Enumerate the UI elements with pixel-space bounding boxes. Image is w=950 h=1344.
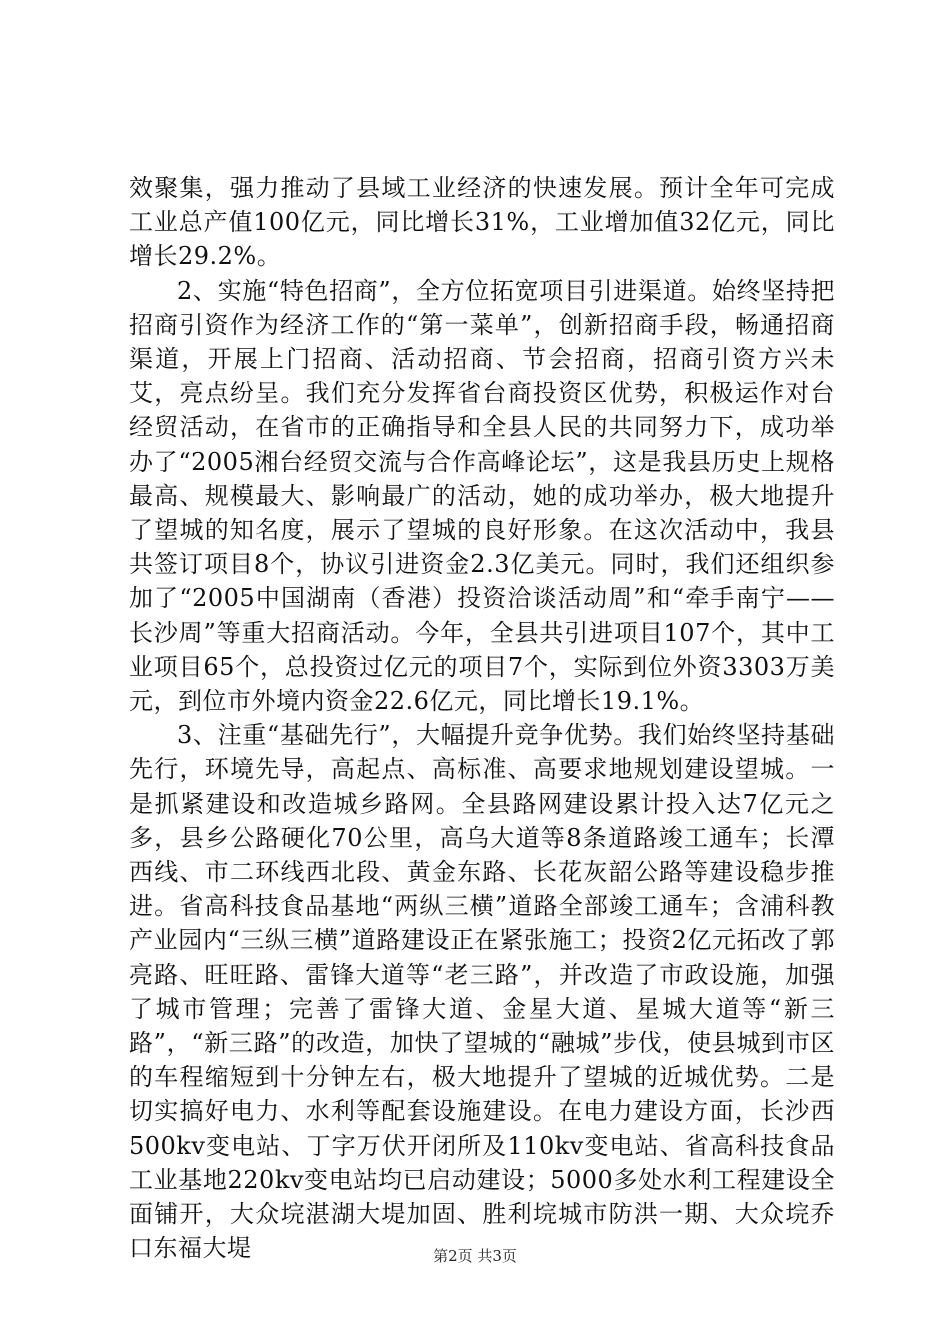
- paragraph-special-investment: 2、实施“特色招商”，全方位拓宽项目引进渠道。始终坚持把招商引资作为经济工作的“第一菜单”，创新招商手段，畅通招商渠道，开展上门招商、活动招商、节会招商，招商引资方兴未艾，亮点纷呈。我们充分发挥省台商投资区优势，积极运作对台经贸活动，在省市的正确指导和全县人民的共同努力下，成功举办了“2005湘台经贸交流与合作高峰论坛”，这是我县历史上规格最高、规模最大、影响最广的活动，她的成功举办，极大地提升了望城的知名度，展示了望城的良好形象。在这次活动中，我县共签订项目8个，协议引进资金2.3亿美元。同时，我们还组织参加了“2005中国湖南（香港）投资洽谈活动周”和“牵手南宁——长沙周”等重大招商活动。今年，全县共引进项目107个，其中工业项目65个，总投资过亿元的项目7个，实际到位外资3303万美元，到位市外境内资金22.6亿元，同比增长19.1%。: [129, 276, 835, 716]
- body-text: [129, 171, 835, 1266]
- paragraph-infrastructure-first: 3、注重“基础先行”，大幅提升竞争优势。我们始终坚持基础先行，环境先导，高起点、高标准、高要求地规划建设望城。一是抓紧建设和改造城乡路网。全县路网建设累计投入达7亿元之多，县乡公路硬化70公里，高乌大道等8条道路竣工通车；长潭西线、市二环线西北段、黄金东路、长花灰韶公路等建设稳步推进。省高科技食品基地“两纵三横”道路全部竣工通车；含浦科教产业园内“三纵三横”道路建设正在紧张施工；投资2亿元拓改了郭亮路、旺旺路、雷锋大道等“老三路”，并改造了市政设施，加强了城市管理；完善了雷锋大道、金星大道、星城大道等“新三路”，“新三路”的改造，加快了望城的“融城”步伐，使县城到市区的车程缩短到十分钟左右，极大地提升了望城的近城优势。二是切实搞好电力、水利等配套设施建设。在电力建设方面，长沙西500kv变电站、丁字万伏开闭所及110kv变电站、省高科技食品工业基地220kv变电站均已启动建设；5000多处水利工程建设全面铺开，大众垸湛湖大堤加固、胜利垸城市防洪一期、大众垸乔口东福大堤: [129, 721, 835, 1263]
- paragraph-continuation: 效聚集，强力推动了县域工业经济的快速发展。预计全年可完成工业总产值100亿元，同比增长31%，工业增加值32亿元，同比增长29.2%。: [129, 174, 835, 271]
- page-number: 第2页 共3页: [433, 1247, 517, 1265]
- page-footer: [0, 1245, 950, 1266]
